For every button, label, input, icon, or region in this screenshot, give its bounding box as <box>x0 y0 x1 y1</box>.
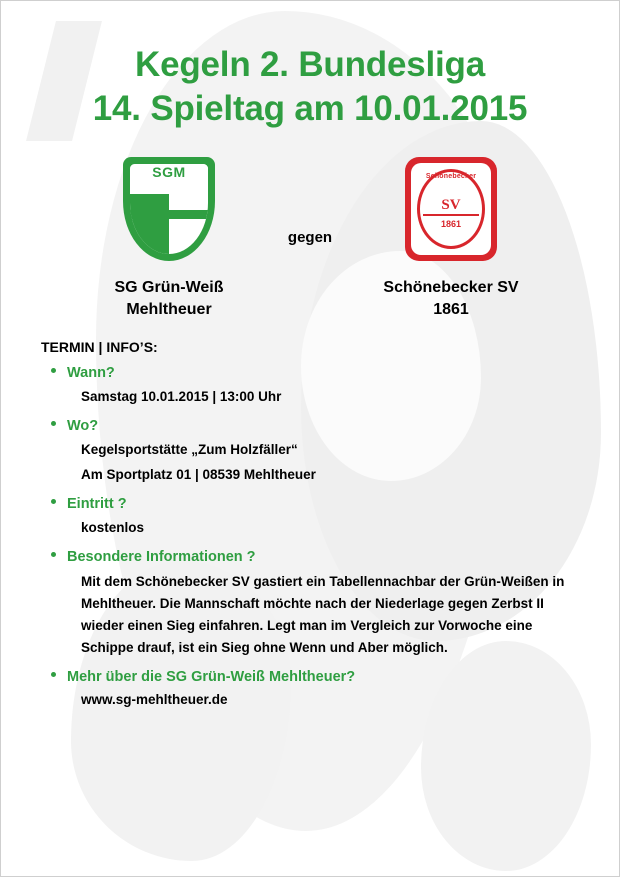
away-team-name-line-1: Schönebecker SV <box>383 279 519 296</box>
title-line-2: 14. Spieltag am 10.01.2015 <box>92 89 528 128</box>
poster-title <box>1 1 619 131</box>
info-section <box>1 339 619 711</box>
bullet-dot-icon <box>51 499 56 504</box>
bullet-dot-icon <box>51 552 56 557</box>
info-item-answer: Mit dem Schönebecker SV gastiert ein Tabellennachbar der Grün-Weißen in Mehltheuer. Die Mannschaft möchte nach der Niederlage gegen Zerbst II wieder einen Sieg einfahren. Legt man im Vergleich zur Vorwoche eine Schippe drauf, ist ein Sieg ohne Wenn und Aber möglich. <box>81 574 565 655</box>
versus-label: gegen <box>287 229 333 246</box>
website-link[interactable]: www.sg-mehltheuer.de <box>81 692 228 707</box>
home-team <box>79 157 259 321</box>
info-item <box>41 416 579 486</box>
away-team <box>361 157 541 321</box>
bullet-dot-icon <box>51 368 56 373</box>
info-item-answer: Kegelsportstätte „Zum Holzfäller“ <box>81 442 298 457</box>
info-item-question: Eintritt ? <box>67 496 127 512</box>
info-item <box>41 494 579 539</box>
away-team-name <box>361 277 541 321</box>
info-item-question: Besondere Informationen ? <box>67 549 256 565</box>
info-item-answer: Samstag 10.01.2015 | 13:00 Uhr <box>81 389 282 404</box>
bullet-dot-icon <box>51 421 56 426</box>
home-team-name-line-1: SG Grün-Weiß <box>114 279 224 296</box>
info-item-answer: Am Sportplatz 01 | 08539 Mehltheuer <box>81 467 316 482</box>
info-list <box>41 363 579 711</box>
info-item <box>41 363 579 408</box>
away-crest-arc-text: Schönebecker <box>425 173 477 180</box>
info-item <box>41 547 579 659</box>
away-crest-year: 1861 <box>440 219 462 229</box>
home-team-name <box>79 277 259 321</box>
home-team-name-line-2: Mehltheuer <box>126 301 212 318</box>
away-team-crest-icon <box>405 157 497 261</box>
info-item-question: Mehr über die SG Grün-Weiß Mehltheuer? <box>67 669 356 685</box>
info-item-answer: kostenlos <box>81 520 145 535</box>
home-crest-text: SGM <box>152 164 186 180</box>
home-team-crest-icon <box>123 157 215 261</box>
info-heading: TERMIN | INFO’S: <box>41 339 158 355</box>
title-line-1: Kegeln 2. Bundesliga <box>135 45 485 84</box>
away-team-name-line-2: 1861 <box>433 301 469 318</box>
away-crest-initials: SV <box>441 197 461 213</box>
info-item-question: Wo? <box>67 418 99 434</box>
info-item <box>41 667 579 711</box>
bullet-dot-icon <box>51 672 56 677</box>
matchup-row <box>1 157 619 321</box>
info-item-question: Wann? <box>67 365 115 381</box>
